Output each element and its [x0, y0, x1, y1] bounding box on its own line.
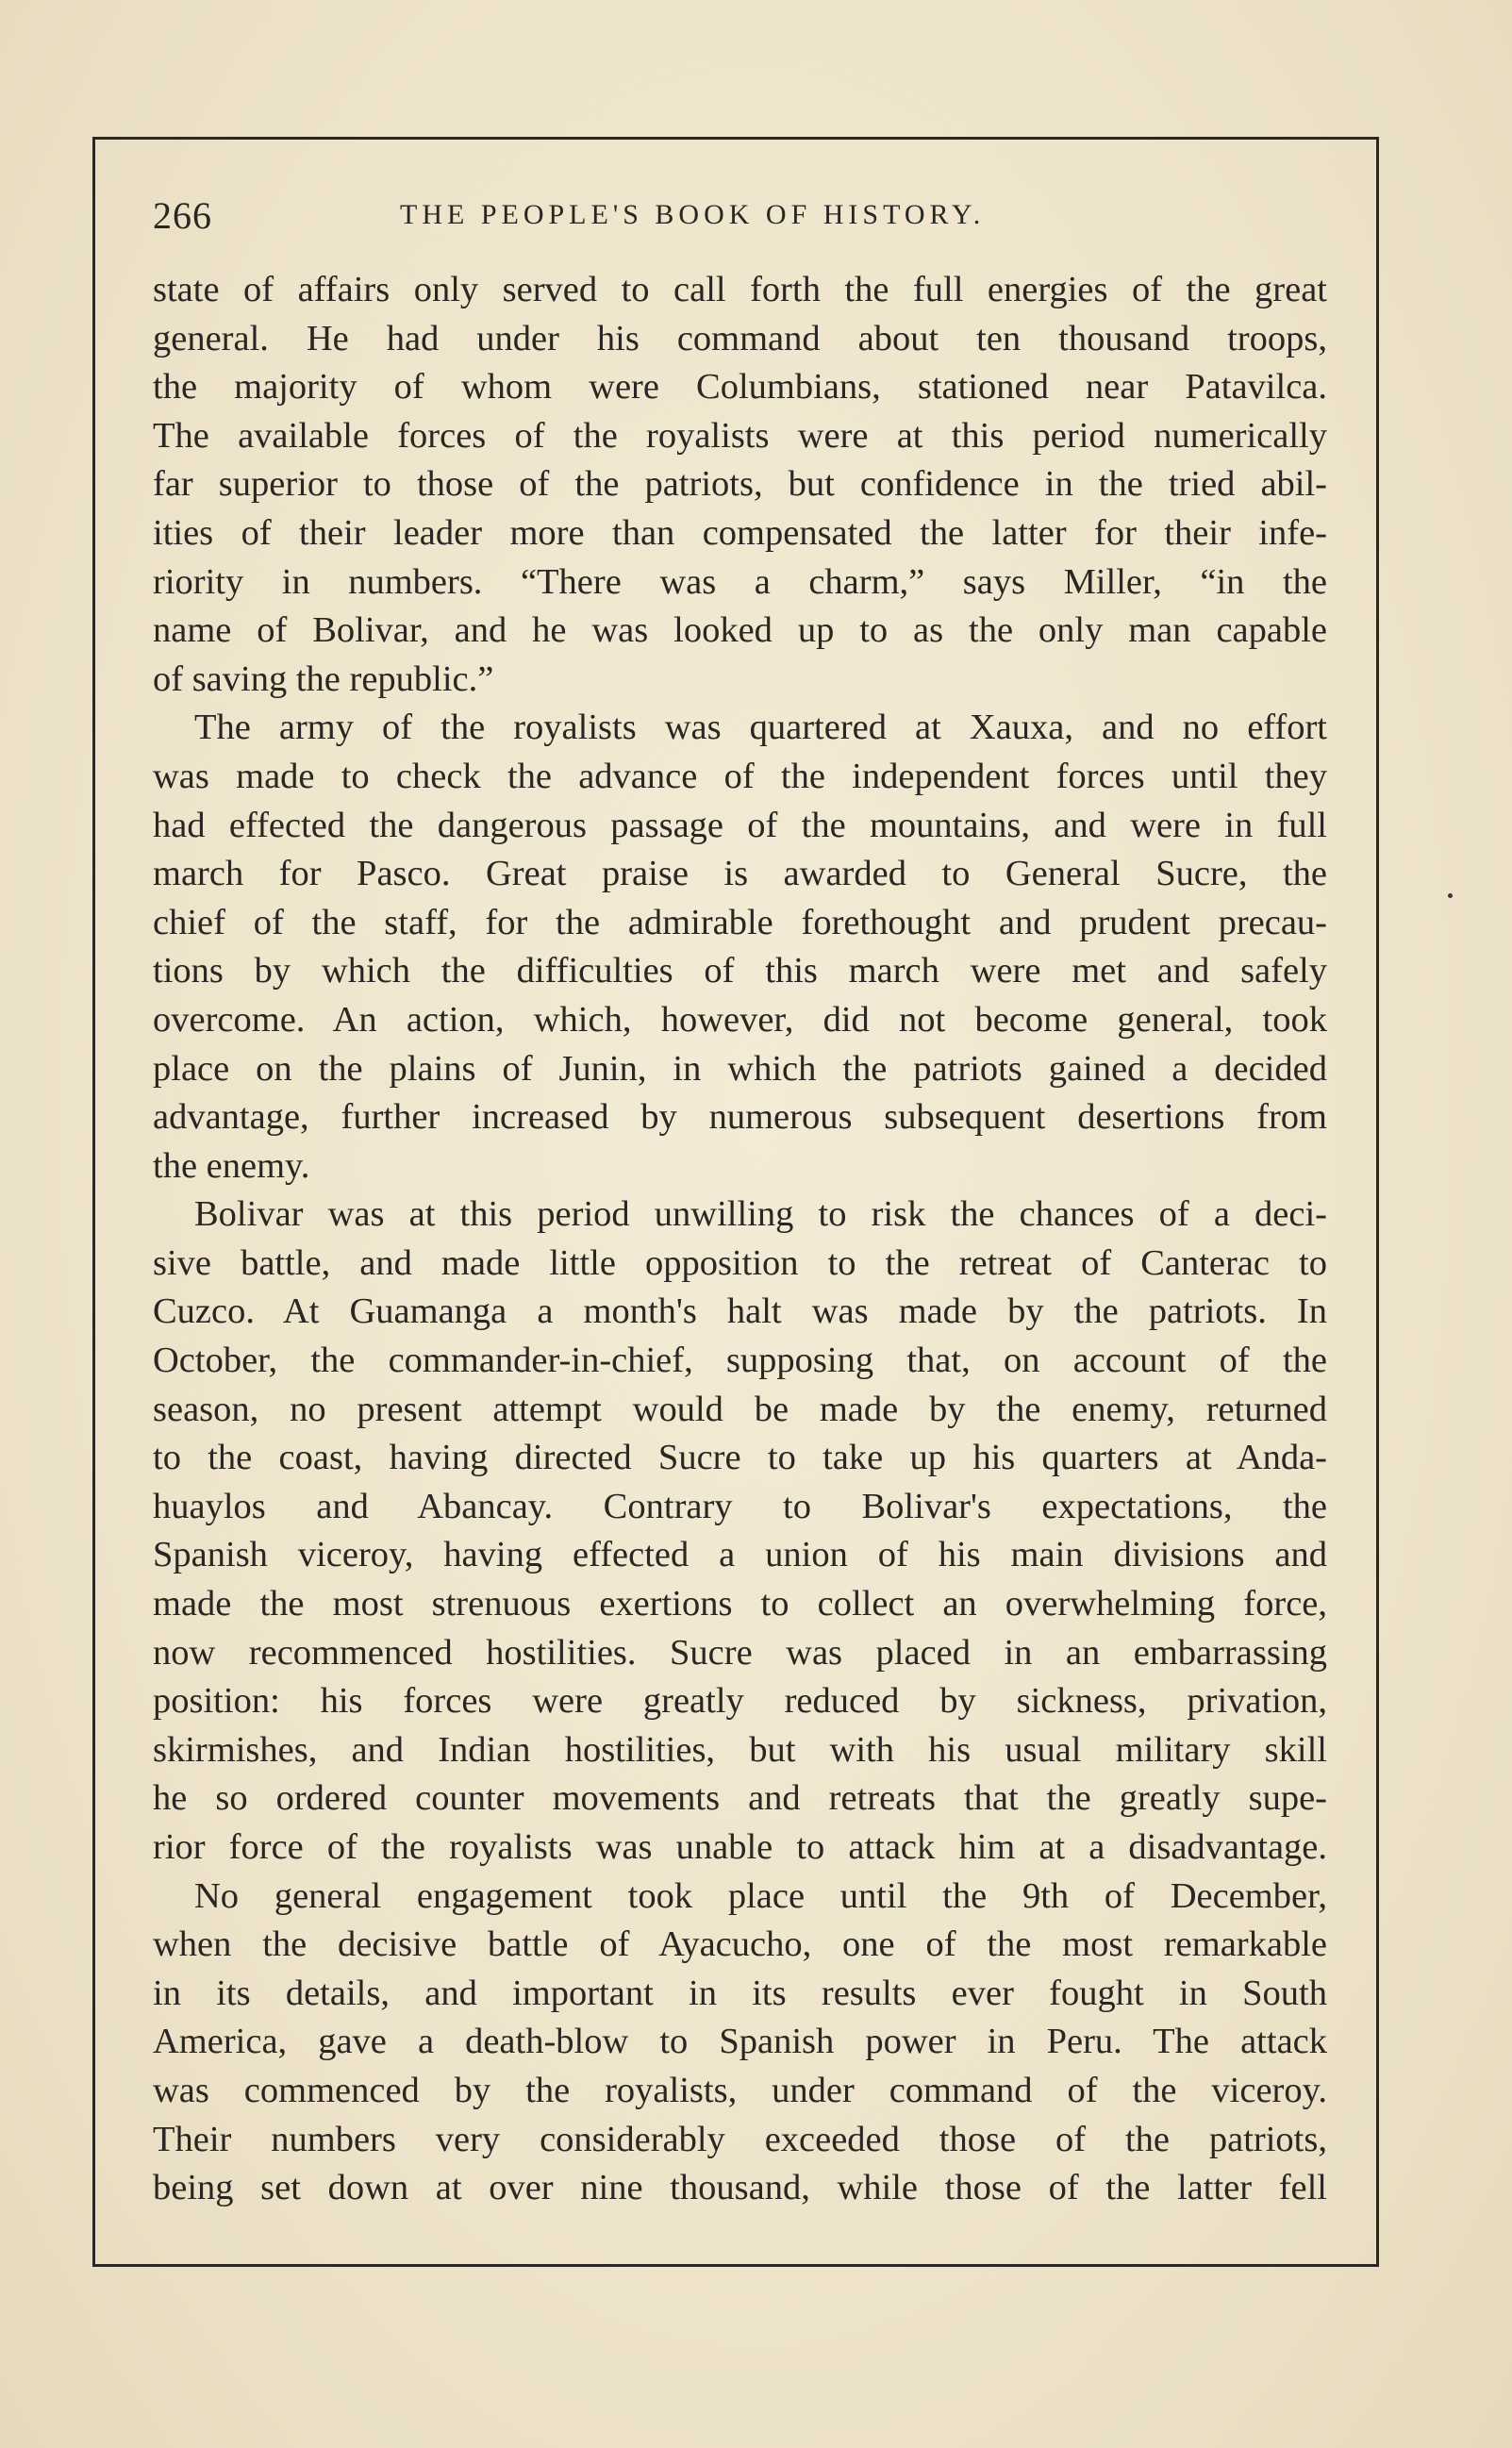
- text-line: when the decisive battle of Ayacucho, one of the most remarkable: [153, 1924, 1327, 1965]
- text-line: Cuzco. At Guamanga a month's halt was made by the patriots. In: [153, 1291, 1327, 1332]
- text-line: place on the plains of Junin, in which the patriots gained a decided: [153, 1048, 1327, 1089]
- text-line: general. He had under his command about ten thousand troops,: [153, 318, 1327, 358]
- text-line: he so ordered counter movements and retreats that the greatly supe-: [153, 1778, 1327, 1819]
- text-line: The available forces of the royalists were at this period numerically: [153, 415, 1327, 456]
- text-line: march for Pasco. Great praise is awarded to General Sucre, the: [153, 854, 1327, 894]
- text-line: in its details, and important in its results ever fought in South: [153, 1973, 1327, 2013]
- text-line: October, the commander-in-chief, supposing that, on account of the: [153, 1341, 1327, 1381]
- text-line: season, no present attempt would be made by the enemy, returned: [153, 1389, 1327, 1429]
- text-line: tions by which the difficulties of this march were met and safely: [153, 951, 1327, 991]
- text-line: the enemy.: [153, 1145, 310, 1186]
- text-line: of saving the republic.”: [153, 658, 494, 699]
- text-line: made the most strenuous exertions to collect an overwhelming force,: [153, 1584, 1327, 1624]
- text-line: America, gave a death-blow to Spanish power in Peru. The attack: [153, 2022, 1327, 2062]
- text-line: Bolivar was at this period unwilling to risk the chances of a deci-: [194, 1194, 1327, 1235]
- text-line: sive battle, and made little opposition to the retreat of Canterac to: [153, 1242, 1327, 1283]
- text-line: being set down at over nine thousand, while those of the latter fell: [153, 2168, 1327, 2208]
- text-line: position: his forces were greatly reduced by sickness, privation,: [153, 1681, 1327, 1722]
- page-header: [153, 193, 1332, 250]
- ink-speck: [1448, 893, 1453, 898]
- text-line: riority in numbers. “There was a charm,” says Miller, “in the: [153, 561, 1327, 602]
- text-line: was commenced by the royalists, under command of the viceroy.: [153, 2070, 1327, 2110]
- text-line: Their numbers very considerably exceeded those of the patriots,: [153, 2119, 1327, 2159]
- text-line: overcome. An action, which, however, did not become general, took: [153, 999, 1327, 1040]
- text-line: chief of the staff, for the admirable forethought and prudent precau-: [153, 902, 1327, 942]
- text-line: Spanish viceroy, having effected a union of his main divisions and: [153, 1535, 1327, 1575]
- page-number: 266: [153, 194, 212, 237]
- running-head: THE PEOPLE'S BOOK OF HISTORY.: [400, 199, 986, 230]
- text-line: now recommenced hostilities. Sucre was placed in an embarrassing: [153, 1632, 1327, 1673]
- text-line: The army of the royalists was quartered at Xauxa, and no effort: [194, 708, 1327, 748]
- text-line: far superior to those of the patriots, but confidence in the tried abil-: [153, 464, 1327, 505]
- text-line: advantage, further increased by numerous subsequent desertions from: [153, 1097, 1327, 1138]
- text-line: was made to check the advance of the independent forces until they: [153, 756, 1327, 796]
- text-line: to the coast, having directed Sucre to take up his quarters at Anda-: [153, 1438, 1327, 1478]
- body-text: [153, 266, 1327, 2213]
- text-line: had effected the dangerous passage of the mountains, and were in full: [153, 805, 1327, 845]
- text-line: huaylos and Abancay. Contrary to Bolivar's expectations, the: [153, 1486, 1327, 1526]
- text-line: No general engagement took place until the 9th of December,: [194, 1875, 1327, 1916]
- text-line: name of Bolivar, and he was looked up to as the only man capable: [153, 610, 1327, 651]
- text-line: state of affairs only served to call forth the full energies of the great: [153, 270, 1327, 309]
- text-line: ities of their leader more than compensated the latter for their infe-: [153, 512, 1327, 553]
- text-line: skirmishes, and Indian hostilities, but with his usual military skill: [153, 1729, 1327, 1770]
- text-line: the majority of whom were Columbians, stationed near Patavilca.: [153, 367, 1327, 408]
- text-line: rior force of the royalists was unable to attack him at a disadvantage.: [153, 1827, 1327, 1867]
